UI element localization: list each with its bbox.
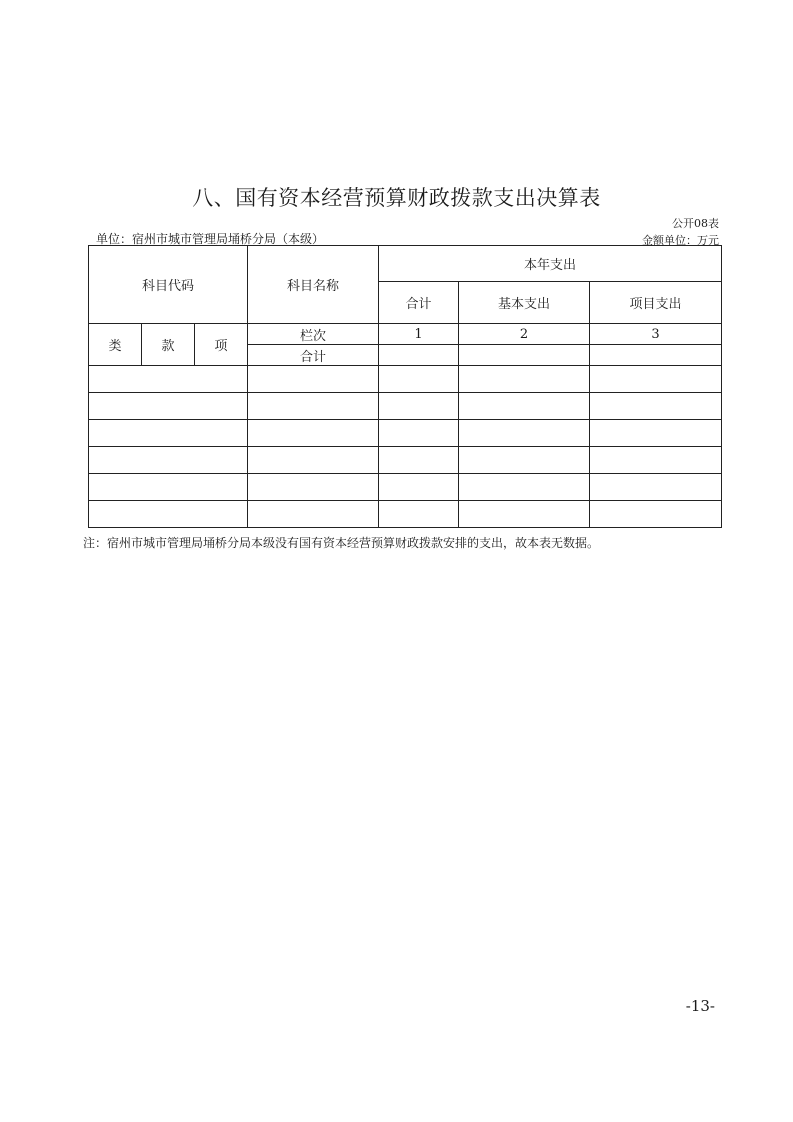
amount-unit-label: 金额单位：万元 xyxy=(642,234,719,247)
table-row xyxy=(89,420,722,447)
header-row-1 xyxy=(89,246,722,282)
total-cell xyxy=(379,345,459,366)
unit-label: 单位：宿州市城市管理局埇桥分局（本级） xyxy=(96,232,325,246)
header-subject-code: 科目代码 xyxy=(89,246,248,324)
empty-cell xyxy=(379,501,459,528)
empty-cell xyxy=(248,366,379,393)
column-number-2: 2 xyxy=(459,324,590,345)
header-current-year: 本年支出 xyxy=(379,246,722,282)
empty-cell xyxy=(459,393,590,420)
empty-cell xyxy=(379,393,459,420)
header-subject-name: 科目名称 xyxy=(248,246,379,324)
table-row xyxy=(89,393,722,420)
empty-cell xyxy=(459,447,590,474)
empty-cell xyxy=(248,447,379,474)
header-kuan: 款 xyxy=(142,324,195,366)
empty-cell xyxy=(379,474,459,501)
row-label-lanci: 栏次 xyxy=(248,324,379,345)
empty-cell xyxy=(459,420,590,447)
empty-cell xyxy=(248,393,379,420)
table-row xyxy=(89,366,722,393)
page-title: 八、国有资本经营预算财政拨款支出决算表 xyxy=(192,186,601,210)
empty-cell xyxy=(590,393,722,420)
empty-cell xyxy=(248,474,379,501)
empty-cell xyxy=(248,420,379,447)
empty-cell xyxy=(89,474,248,501)
empty-cell xyxy=(89,393,248,420)
page-number: -13- xyxy=(685,997,715,1015)
empty-cell xyxy=(590,474,722,501)
column-number-3: 3 xyxy=(590,324,722,345)
empty-cell xyxy=(248,501,379,528)
empty-cell xyxy=(590,420,722,447)
table-row xyxy=(89,447,722,474)
form-number: 公开08表 xyxy=(672,217,719,230)
column-number-1: 1 xyxy=(379,324,459,345)
footnote: 注：宿州市城市管理局埇桥分局本级没有国有资本经营预算财政拨款安排的支出，故本表无数据。 xyxy=(83,536,600,550)
empty-cell xyxy=(379,366,459,393)
header-total: 合计 xyxy=(379,282,459,324)
column-number-row xyxy=(89,324,722,345)
total-cell xyxy=(459,345,590,366)
empty-cell xyxy=(459,501,590,528)
empty-cell xyxy=(590,501,722,528)
empty-cell xyxy=(459,366,590,393)
empty-cell xyxy=(89,501,248,528)
header-project: 项目支出 xyxy=(590,282,722,324)
header-xiang: 项 xyxy=(195,324,248,366)
table-row xyxy=(89,474,722,501)
empty-cell xyxy=(459,474,590,501)
empty-cell xyxy=(89,420,248,447)
table-row xyxy=(89,501,722,528)
empty-cell xyxy=(89,366,248,393)
empty-cell xyxy=(379,420,459,447)
empty-cell xyxy=(89,447,248,474)
header-basic: 基本支出 xyxy=(459,282,590,324)
total-cell xyxy=(590,345,722,366)
header-lei: 类 xyxy=(89,324,142,366)
expenditure-table xyxy=(88,245,722,528)
row-label-total: 合计 xyxy=(248,345,379,366)
empty-cell xyxy=(590,447,722,474)
empty-cell xyxy=(590,366,722,393)
empty-cell xyxy=(379,447,459,474)
